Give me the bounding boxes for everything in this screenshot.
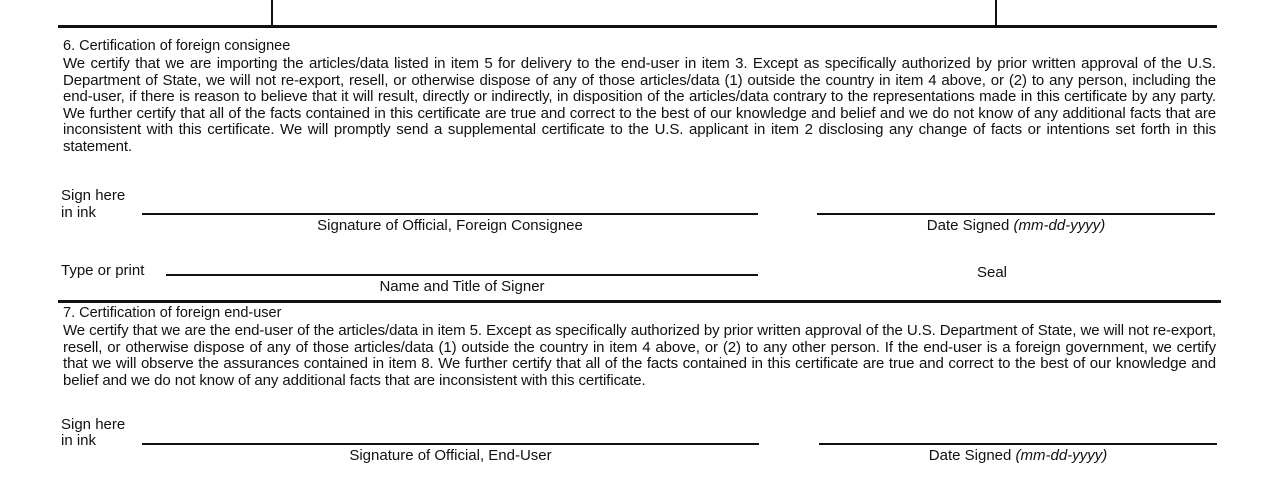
section6-name-title-line [166, 274, 758, 276]
section7-signature-caption: Signature of Official, End-User [349, 447, 552, 464]
section7-signature-field[interactable] [142, 420, 759, 444]
section6-date-caption [817, 218, 1215, 234]
section7-in-ink-label: in ink [61, 432, 97, 449]
prev-field-cell-3[interactable] [998, 0, 1216, 25]
section6-date-label: Date Signed [926, 217, 1010, 234]
section6-signature-caption: Signature of Official, Foreign Consignee [317, 217, 583, 234]
section7-signature-line [142, 443, 759, 445]
section6-date-format: (mm-dd-yyyy) [1013, 217, 1106, 234]
section6-date-line [817, 213, 1215, 215]
prev-section-divider-left [271, 0, 273, 26]
section7-date-field[interactable] [819, 420, 1217, 444]
section6-sign-here-label: Sign here [61, 187, 126, 204]
prev-field-cell-1[interactable] [58, 0, 270, 25]
section7-date-caption [819, 448, 1217, 464]
section6-certification-text: We certify that we are importing the articles/data listed in item 5 for delivery to the end-user in item 3. Except as specifically authorized by prior written approval of the U.S. Department of State, we will not re-export, resell, or otherwise dispose of any of those articles/data (1) outside the country in item 4 above, or (2) to any person, including the end-user, if there is reason to believe that it will result, directly or indirectly, in disposition of the articles/data contrary to the representations made in this certificate by any party. We further certify that all of the facts contained in this certificate are true and correct to the best of our knowledge and belief and we do not know of any additional facts that are inconsistent with this certificate. We will promptly send a supplemental certificate to the U.S. applicant in item 2 disclosing any change of facts or intentions set forth in this statement. [63, 55, 1216, 155]
section7-heading: 7. Certification of foreign end-user [63, 305, 282, 321]
section7-sign-here-label: Sign here [61, 416, 126, 433]
section6-in-ink-label: in ink [61, 204, 97, 221]
section6-signature-field[interactable] [142, 190, 758, 214]
prev-field-cell-2[interactable] [274, 0, 994, 25]
section6-signature-line [142, 213, 758, 215]
section7-top-border [58, 300, 1221, 303]
section7-date-label: Date Signed [928, 447, 1012, 464]
section7-certification-text: We certify that we are the end-user of the articles/data in item 5. Except as specifically authorized by prior written approval of the U.S. Department of State, we will not re-export, resell, or otherwise dispose of any of those articles/data (1) outside the country in item 4 above, or (2) to any other person. If the end-user is a foreign government, we certify that we will observe the assurances contained in item 8. We further certify that all of the facts contained in this certificate are true and correct to the best of our knowledge and belief and we do not know of any additional facts that are inconsistent with this certificate. [63, 322, 1216, 389]
prev-section-divider-right [995, 0, 997, 26]
section6-top-border [58, 25, 1217, 28]
section6-name-title-field[interactable] [166, 252, 758, 276]
section6-type-or-print-label: Type or print [61, 262, 145, 279]
section6-name-title-caption: Name and Title of Signer [379, 278, 545, 295]
section6-date-field[interactable] [817, 190, 1215, 214]
section7-date-format: (mm-dd-yyyy) [1015, 447, 1108, 464]
section6-heading: 6. Certification of foreign consignee [63, 38, 291, 54]
section6-seal-label: Seal [976, 264, 1008, 281]
section7-date-line [819, 443, 1217, 445]
